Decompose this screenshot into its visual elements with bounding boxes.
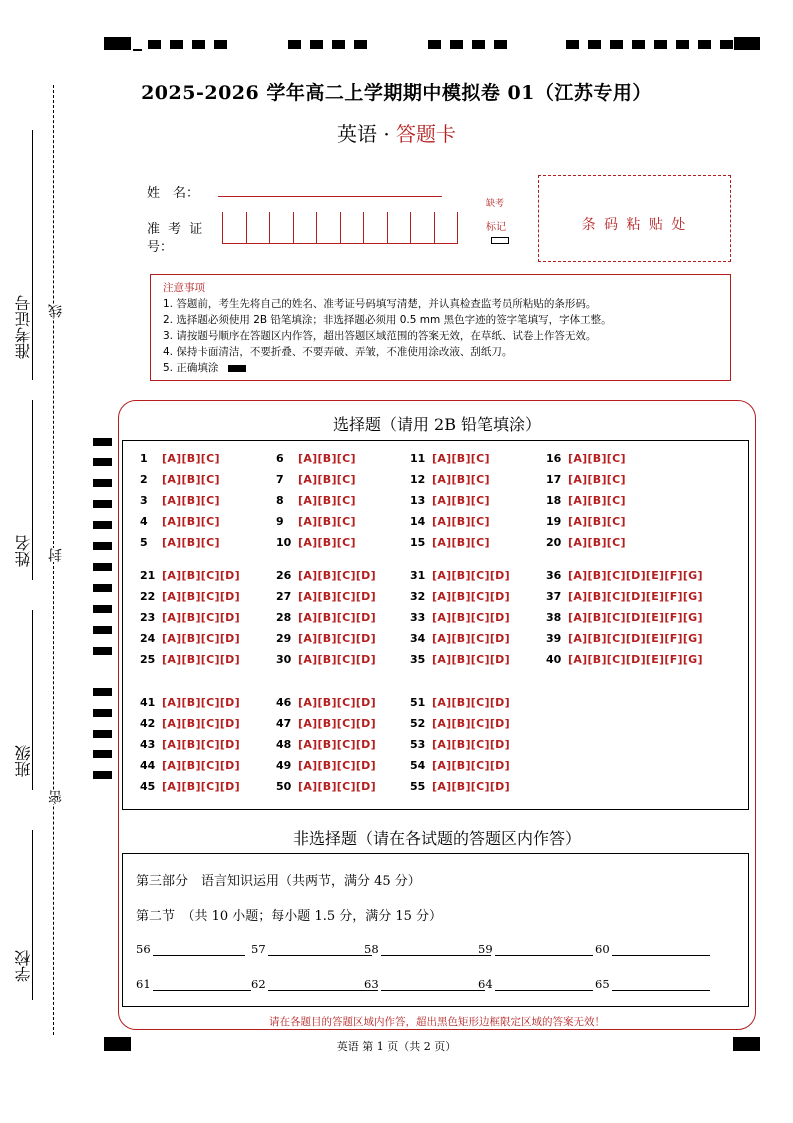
question-number: 15 bbox=[410, 536, 426, 549]
question-number: 51 bbox=[410, 696, 426, 709]
sheet-label: 答题卡 bbox=[396, 122, 457, 146]
title-dot: · bbox=[383, 122, 390, 146]
absent-label: 缺考 bbox=[486, 199, 505, 209]
timing-mark bbox=[93, 479, 112, 487]
question-37[interactable] bbox=[546, 590, 786, 603]
absent-checkbox[interactable] bbox=[491, 237, 509, 244]
notice-item: 1. 答题前，考生先将自己的姓名、准考证号码填写清楚，并认真检查监考员所粘贴的条形码。 bbox=[163, 298, 597, 310]
answer-options[interactable]: [A][B][C][D] bbox=[162, 738, 240, 751]
page-title: 2025-2026 学年高二上学期期中模拟卷 01（江苏专用） bbox=[141, 82, 652, 104]
notice-box bbox=[150, 274, 731, 381]
name-field[interactable] bbox=[218, 196, 442, 197]
page-subtitle bbox=[0, 118, 793, 147]
answer-options[interactable]: [A][B][C] bbox=[432, 452, 490, 465]
timing-mark bbox=[93, 521, 112, 529]
question-number: 20 bbox=[546, 536, 562, 549]
question-18[interactable] bbox=[546, 494, 786, 507]
timing-mark bbox=[93, 438, 112, 446]
question-number: 11 bbox=[410, 452, 426, 465]
question-16[interactable] bbox=[546, 452, 786, 465]
question-number: 23 bbox=[140, 611, 156, 624]
answer-options[interactable]: [A][B][C] bbox=[162, 515, 220, 528]
question-number: 27 bbox=[276, 590, 292, 603]
question-40[interactable] bbox=[546, 653, 786, 666]
timing-mark bbox=[93, 458, 112, 466]
blank-63 bbox=[364, 977, 485, 991]
blank-line[interactable] bbox=[381, 977, 485, 991]
side-label-school: 学校 bbox=[14, 950, 33, 982]
blank-59 bbox=[478, 942, 593, 956]
notice-title: 注意事项 bbox=[163, 282, 205, 294]
timing-dash bbox=[428, 40, 441, 49]
blank-line[interactable] bbox=[268, 977, 378, 991]
question-number: 33 bbox=[410, 611, 426, 624]
answer-options[interactable]: [A][B][C] bbox=[432, 494, 490, 507]
answer-options[interactable]: [A][B][C] bbox=[298, 452, 356, 465]
question-number: 5 bbox=[140, 536, 148, 549]
answer-options[interactable]: [A][B][C][D] bbox=[432, 738, 510, 751]
timing-dash bbox=[214, 40, 227, 49]
answer-options[interactable]: [A][B][C][D][E][F][G] bbox=[568, 632, 703, 645]
question-54[interactable] bbox=[410, 759, 650, 772]
question-number: 6 bbox=[276, 452, 284, 465]
question-number: 8 bbox=[276, 494, 284, 507]
question-number: 45 bbox=[140, 780, 156, 793]
question-number: 40 bbox=[546, 653, 562, 666]
side-label-class: 班级 bbox=[14, 745, 33, 777]
answer-options[interactable]: [A][B][C][D] bbox=[162, 590, 240, 603]
subject-label: 英语 bbox=[336, 122, 377, 146]
timing-mark bbox=[93, 647, 112, 655]
question-number: 22 bbox=[140, 590, 156, 603]
question-number: 26 bbox=[276, 569, 292, 582]
timing-mark bbox=[104, 37, 131, 50]
blank-61 bbox=[136, 977, 251, 991]
blank-line[interactable] bbox=[268, 942, 372, 956]
answer-options[interactable]: [A][B][C][D] bbox=[432, 590, 510, 603]
barcode-label: 条 码 粘 贴 处 bbox=[581, 217, 688, 233]
question-55[interactable] bbox=[410, 780, 650, 793]
timing-dash bbox=[450, 40, 463, 49]
timing-dash bbox=[288, 40, 301, 49]
answer-options[interactable]: [A][B][C] bbox=[162, 536, 220, 549]
answer-options[interactable]: [A][B][C] bbox=[298, 494, 356, 507]
filled-sample bbox=[228, 365, 246, 372]
absent-label-2: 标记 bbox=[486, 222, 506, 233]
question-number: 53 bbox=[410, 738, 426, 751]
notice-item: 4. 保持卡面清洁，不要折叠、不要弄破、弄皱，不准使用涂改液、刮纸刀。 bbox=[163, 346, 513, 358]
question-number: 54 bbox=[410, 759, 426, 772]
blank-number: 56 bbox=[136, 942, 151, 956]
question-number: 55 bbox=[410, 780, 426, 793]
question-17[interactable] bbox=[546, 473, 786, 486]
timing-mark bbox=[93, 563, 112, 571]
answer-options[interactable]: [A][B][C][D][E][F][G] bbox=[568, 653, 703, 666]
id-box-divider bbox=[340, 212, 341, 244]
nonchoice-title: 非选择题（请在各试题的答题区内作答） bbox=[292, 829, 581, 848]
answer-options[interactable]: [A][B][C][D] bbox=[162, 611, 240, 624]
answer-options[interactable]: [A][B][C][D] bbox=[432, 759, 510, 772]
timing-dash bbox=[148, 40, 161, 49]
answer-options[interactable]: [A][B][C] bbox=[162, 473, 220, 486]
blank-line[interactable] bbox=[612, 942, 710, 956]
blank-number: 60 bbox=[595, 942, 610, 956]
question-number: 47 bbox=[276, 717, 292, 730]
answer-options[interactable]: [A][B][C][D][E][F][G] bbox=[568, 611, 703, 624]
blank-64 bbox=[478, 977, 593, 991]
timing-mark bbox=[133, 49, 142, 51]
id-number-boxes[interactable] bbox=[222, 212, 458, 244]
question-36[interactable] bbox=[546, 569, 786, 582]
timing-mark bbox=[734, 37, 760, 50]
warning-text: 请在各题目的答题区域内作答，超出黑色矩形边框限定区域的答案无效！ bbox=[269, 1016, 605, 1028]
answer-options[interactable]: [A][B][C][D] bbox=[298, 569, 376, 582]
id-label-2: 号： bbox=[147, 240, 174, 255]
question-number: 52 bbox=[410, 717, 426, 730]
timing-mark bbox=[93, 500, 112, 508]
side-label-line: 线 bbox=[48, 304, 64, 318]
question-number: 24 bbox=[140, 632, 156, 645]
answer-options[interactable]: [A][B][C] bbox=[568, 494, 626, 507]
question-number: 21 bbox=[140, 569, 156, 582]
question-number: 30 bbox=[276, 653, 292, 666]
page-footer: 英语 第 1 页（共 2 页） bbox=[336, 1040, 457, 1053]
side-blank-id bbox=[32, 130, 33, 380]
timing-mark bbox=[93, 626, 112, 634]
timing-mark bbox=[93, 605, 112, 613]
id-box-divider bbox=[410, 212, 411, 244]
blank-56 bbox=[136, 942, 245, 956]
answer-options[interactable]: [A][B][C] bbox=[432, 536, 490, 549]
side-blank-school bbox=[32, 830, 33, 1000]
question-number: 17 bbox=[546, 473, 562, 486]
question-51[interactable] bbox=[410, 696, 650, 709]
question-38[interactable] bbox=[546, 611, 786, 624]
answer-options[interactable]: [A][B][C] bbox=[432, 473, 490, 486]
question-number: 1 bbox=[140, 452, 148, 465]
question-number: 39 bbox=[546, 632, 562, 645]
question-number: 28 bbox=[276, 611, 292, 624]
timing-mark bbox=[93, 730, 112, 738]
question-number: 14 bbox=[410, 515, 426, 528]
question-number: 16 bbox=[546, 452, 562, 465]
question-53[interactable] bbox=[410, 738, 650, 751]
answer-options[interactable]: [A][B][C][D] bbox=[162, 780, 240, 793]
blank-60 bbox=[595, 942, 710, 956]
question-number: 46 bbox=[276, 696, 292, 709]
blank-line[interactable] bbox=[153, 977, 251, 991]
question-number: 50 bbox=[276, 780, 292, 793]
side-label-secret: 密 bbox=[48, 790, 64, 804]
notice-item bbox=[163, 360, 730, 376]
question-number: 41 bbox=[140, 696, 156, 709]
id-box-divider bbox=[269, 212, 270, 244]
timing-dash bbox=[654, 40, 667, 49]
id-label: 准 考 证 bbox=[147, 222, 205, 237]
id-box-divider bbox=[363, 212, 364, 244]
name-label: 姓 名： bbox=[147, 186, 200, 201]
blank-number: 61 bbox=[136, 977, 151, 991]
timing-dash bbox=[170, 40, 183, 49]
id-box-divider bbox=[293, 212, 294, 244]
answer-options[interactable]: [A][B][C][D] bbox=[298, 696, 376, 709]
side-label-name: 姓名 bbox=[14, 535, 33, 567]
timing-dash bbox=[698, 40, 711, 49]
id-box-divider bbox=[457, 212, 458, 244]
question-number: 10 bbox=[276, 536, 292, 549]
timing-dash bbox=[192, 40, 205, 49]
question-39[interactable] bbox=[546, 632, 786, 645]
answer-options[interactable]: [A][B][C] bbox=[568, 452, 626, 465]
answer-options[interactable]: [A][B][C][D] bbox=[298, 780, 376, 793]
answer-options[interactable]: [A][B][C][D] bbox=[298, 590, 376, 603]
timing-dash bbox=[332, 40, 345, 49]
answer-options[interactable]: [A][B][C][D][E][F][G] bbox=[568, 569, 703, 582]
question-number: 32 bbox=[410, 590, 426, 603]
blank-number: 63 bbox=[364, 977, 379, 991]
blank-number: 65 bbox=[595, 977, 610, 991]
answer-options[interactable]: [A][B][C] bbox=[298, 515, 356, 528]
question-number: 38 bbox=[546, 611, 562, 624]
timing-dash bbox=[632, 40, 645, 49]
answer-options[interactable]: [A][B][C] bbox=[162, 494, 220, 507]
answer-options[interactable]: [A][B][C] bbox=[568, 473, 626, 486]
timing-dash bbox=[494, 40, 507, 49]
answer-options[interactable]: [A][B][C][D] bbox=[162, 717, 240, 730]
question-number: 13 bbox=[410, 494, 426, 507]
blank-number: 64 bbox=[478, 977, 493, 991]
timing-dash bbox=[472, 40, 485, 49]
question-number: 18 bbox=[546, 494, 562, 507]
answer-options[interactable]: [A][B][C][D] bbox=[432, 780, 510, 793]
answer-options[interactable]: [A][B][C][D] bbox=[162, 759, 240, 772]
answer-options[interactable]: [A][B][C] bbox=[298, 473, 356, 486]
timing-mark bbox=[93, 750, 112, 758]
barcode-area bbox=[538, 175, 731, 262]
answer-options[interactable]: [A][B][C][D] bbox=[432, 696, 510, 709]
question-number: 19 bbox=[546, 515, 562, 528]
answer-options[interactable]: [A][B][C][D] bbox=[162, 653, 240, 666]
question-number: 3 bbox=[140, 494, 148, 507]
question-20[interactable] bbox=[546, 536, 786, 549]
blank-65 bbox=[595, 977, 710, 991]
id-box-divider bbox=[316, 212, 317, 244]
question-number: 34 bbox=[410, 632, 426, 645]
side-blank-name bbox=[32, 400, 33, 580]
blank-number: 58 bbox=[364, 942, 379, 956]
blank-line[interactable] bbox=[495, 942, 593, 956]
part3-heading: 第三部分 语言知识运用（共两节，满分 45 分） bbox=[136, 874, 421, 889]
answer-options[interactable]: [A][B][C] bbox=[432, 515, 490, 528]
answer-options[interactable]: [A][B][C] bbox=[298, 536, 356, 549]
question-number: 36 bbox=[546, 569, 562, 582]
side-label-id: 准考证号 bbox=[14, 295, 33, 359]
answer-options[interactable]: [A][B][C][D] bbox=[298, 759, 376, 772]
question-number: 9 bbox=[276, 515, 284, 528]
answer-options[interactable]: [A][B][C][D] bbox=[432, 717, 510, 730]
timing-mark bbox=[93, 584, 112, 592]
answer-options[interactable]: [A][B][C][D] bbox=[432, 653, 510, 666]
timing-dash bbox=[676, 40, 689, 49]
question-number: 37 bbox=[546, 590, 562, 603]
id-box-divider bbox=[246, 212, 247, 244]
question-number: 25 bbox=[140, 653, 156, 666]
blank-62 bbox=[251, 977, 378, 991]
section2-heading: 第二节 （共 10 小题；每小题 1.5 分，满分 15 分） bbox=[136, 909, 443, 924]
blank-number: 57 bbox=[251, 942, 266, 956]
answer-options[interactable]: [A][B][C][D] bbox=[432, 569, 510, 582]
blank-line[interactable] bbox=[612, 977, 710, 991]
choice-title: 选择题（请用 2B 铅笔填涂） bbox=[332, 415, 542, 434]
answer-options[interactable]: [A][B][C] bbox=[162, 452, 220, 465]
timing-mark bbox=[93, 688, 112, 696]
answer-options[interactable]: [A][B][C][D] bbox=[432, 611, 510, 624]
blank-number: 59 bbox=[478, 942, 493, 956]
question-number: 4 bbox=[140, 515, 148, 528]
timing-dash bbox=[566, 40, 579, 49]
id-box-divider bbox=[434, 212, 435, 244]
timing-mark bbox=[93, 771, 112, 779]
timing-dash bbox=[588, 40, 601, 49]
timing-dash bbox=[354, 40, 367, 49]
question-number: 12 bbox=[410, 473, 426, 486]
question-number: 49 bbox=[276, 759, 292, 772]
side-label-seal: 封 bbox=[48, 548, 64, 562]
question-number: 29 bbox=[276, 632, 292, 645]
answer-options[interactable]: [A][B][C] bbox=[568, 536, 626, 549]
answer-options[interactable]: [A][B][C][D] bbox=[162, 632, 240, 645]
answer-options[interactable]: [A][B][C][D] bbox=[298, 717, 376, 730]
question-number: 42 bbox=[140, 717, 156, 730]
answer-options[interactable]: [A][B][C][D] bbox=[162, 569, 240, 582]
notice-item: 3. 请按题号顺序在答题区内作答，超出答题区域范围的答案无效，在草纸、试卷上作答无效。 bbox=[163, 330, 597, 342]
answer-options[interactable]: [A][B][C][D] bbox=[162, 696, 240, 709]
question-52[interactable] bbox=[410, 717, 650, 730]
blank-line[interactable] bbox=[381, 942, 491, 956]
question-number: 44 bbox=[140, 759, 156, 772]
timing-mark bbox=[93, 542, 112, 550]
question-number: 48 bbox=[276, 738, 292, 751]
notice-item-text: 5. 正确填涂 bbox=[163, 362, 219, 374]
answer-options[interactable]: [A][B][C][D] bbox=[298, 632, 376, 645]
answer-options[interactable]: [A][B][C][D][E][F][G] bbox=[568, 590, 703, 603]
blank-58 bbox=[364, 942, 491, 956]
id-box-divider bbox=[222, 212, 223, 244]
timing-dash bbox=[720, 40, 733, 49]
question-19[interactable] bbox=[546, 515, 786, 528]
blank-line[interactable] bbox=[153, 942, 245, 956]
timing-dash bbox=[610, 40, 623, 49]
blank-line[interactable] bbox=[495, 977, 593, 991]
answer-options[interactable]: [A][B][C][D] bbox=[298, 611, 376, 624]
timing-dash bbox=[310, 40, 323, 49]
answer-options[interactable]: [A][B][C][D] bbox=[432, 632, 510, 645]
notice-item: 2. 选择题必须使用 2B 铅笔填涂；非选择题必须用 0.5 mm 黑色字迹的签字笔填写，字体工整。 bbox=[163, 314, 612, 326]
blank-57 bbox=[251, 942, 372, 956]
answer-options[interactable]: [A][B][C][D] bbox=[298, 738, 376, 751]
question-number: 35 bbox=[410, 653, 426, 666]
answer-options[interactable]: [A][B][C] bbox=[568, 515, 626, 528]
blank-number: 62 bbox=[251, 977, 266, 991]
id-box-divider bbox=[387, 212, 388, 244]
timing-mark bbox=[93, 709, 112, 717]
answer-options[interactable]: [A][B][C][D] bbox=[298, 653, 376, 666]
question-number: 31 bbox=[410, 569, 426, 582]
question-number: 7 bbox=[276, 473, 284, 486]
side-blank-class bbox=[32, 610, 33, 790]
question-number: 2 bbox=[140, 473, 148, 486]
question-number: 43 bbox=[140, 738, 156, 751]
